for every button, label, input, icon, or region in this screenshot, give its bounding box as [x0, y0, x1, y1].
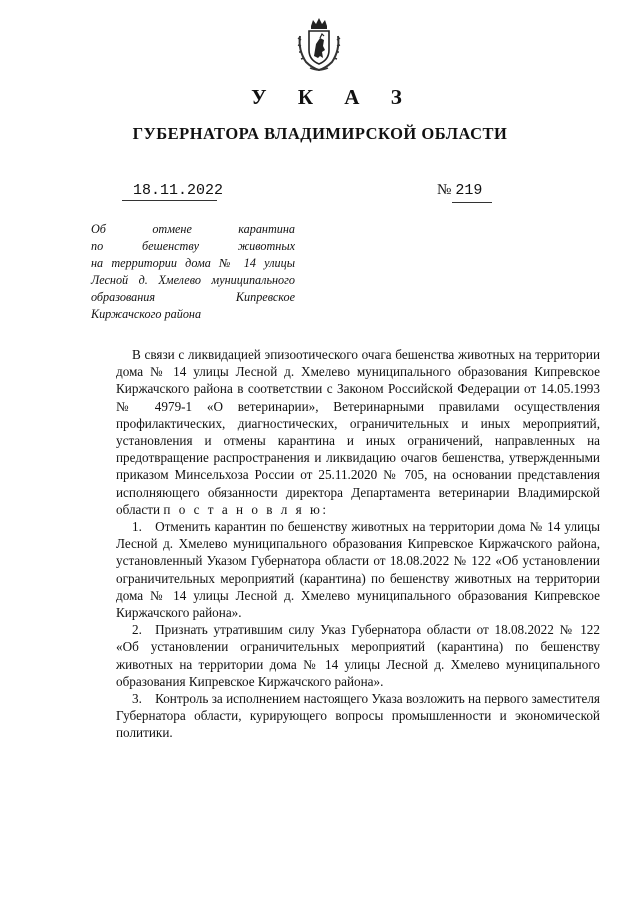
document-body — [116, 346, 600, 742]
clause-2: 2. Признать утратившим силу Указ Губернатора области от 18.08.2022 № 122 «Об установлении ограничительных мероприятий (карантина) по бешенству животных на территории дома № 14 улицы Лесной д. Хмелево муниципального образования Кипревское Киржачского района». — [116, 622, 600, 689]
clause-3: 3. Контроль за исполнением настоящего Указа возложить на первого заместителя Губернатора области, курирующего вопросы промышленности и экономической политики. — [116, 691, 600, 741]
document-title: У К А З — [251, 85, 415, 109]
subject-line: на территории дома № 14 улицы — [91, 256, 295, 270]
document-number — [437, 182, 482, 199]
coat-of-arms-icon — [296, 16, 342, 72]
document-subtitle: ГУБЕРНАТОРА ВЛАДИМИРСКОЙ ОБЛАСТИ — [132, 124, 508, 143]
number-underline — [452, 202, 492, 203]
subject-line: образования Кипревское — [91, 290, 295, 304]
subject-line: Об отмене карантина — [91, 222, 295, 236]
clause-1: 1. Отменить карантин по бешенству животных на территории дома № 14 улицы Лесной д. Хмелево муниципального образования Кипревское Киржачского района, установленный Указом Губернатора области от 18.08.2022 № 122 «Об установлении ограничительных мероприятий (карантина) по бешенству животных на территории дома № 14 улицы Лесной д. Хмелево муниципального образования Кипревское Киржачского района». — [116, 519, 600, 621]
preamble-text: В связи с ликвидацией эпизоотического очага бешенства животных на территории дома № 14 улицы Лесной д. Хмелево муниципального образования Кипревское Киржачского района в соответствии с Законом Российской Федерации от 14.05.1993 № 4979-1 «О ветеринарии», Ветеринарными правилами осуществления профилактических, диагностических, ограничительных и иных мероприятий, установления и отмены карантина и иных ограничений, направленных на предотвращение распространения и ликвидацию очагов бешенства, утвержденными приказом Минсельхоза России от 25.11.2020 № 705, на основании представления исполняющего обязанности директора Департамента ветеринарии Владимирской области — [116, 347, 600, 517]
subject-line: Лесной д. Хмелево муниципального — [91, 273, 295, 287]
date-underline — [122, 200, 217, 201]
preamble-verb: п о с т а н о в л я ю: — [163, 501, 329, 517]
subject-line: Киржачского района — [91, 307, 202, 321]
number-value: 219 — [455, 182, 483, 199]
document-subject — [91, 221, 295, 323]
subject-line: по бешенству животных — [91, 239, 295, 253]
number-label: № — [437, 182, 452, 198]
preamble-paragraph — [116, 346, 600, 518]
document-date: 18.11.2022 — [133, 182, 224, 199]
